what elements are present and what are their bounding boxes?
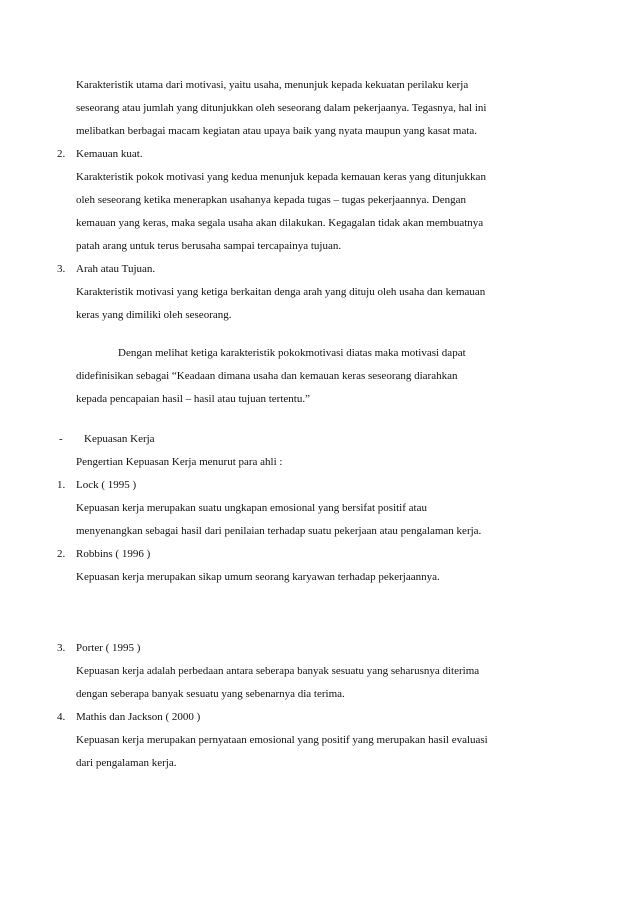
list-number: 3. <box>57 642 66 654</box>
text-line: Dengan melihat ketiga karakteristik pokokmotivasi diatas maka motivasi dapat <box>118 347 466 359</box>
text-line: Karakteristik pokok motivasi yang kedua menunjuk kepada kemauan keras yang ditunjukkan <box>76 171 486 183</box>
list-number: 4. <box>57 711 66 723</box>
list-item-heading: Kemauan kuat. <box>76 148 143 160</box>
list-item-heading: Mathis dan Jackson ( 2000 ) <box>76 711 201 723</box>
text-line: menyenangkan sebagai hasil dari penilaian terhadap suatu pekerjaan atau pengalaman kerja. <box>76 525 482 537</box>
text-line: patah arang untuk terus berusaha sampai tercapainya tujuan. <box>76 240 342 252</box>
text-line: Kepuasan kerja merupakan suatu ungkapan emosional yang bersifat positif atau <box>76 502 427 514</box>
text-line: Kepuasan kerja adalah perbedaan antara seberapa banyak sesuatu yang seharusnya diterima <box>76 665 480 677</box>
text-line: Karakteristik utama dari motivasi, yaitu usaha, menunjuk kepada kekuatan perilaku kerja <box>76 79 469 91</box>
text-line: Kepuasan kerja merupakan sikap umum seorang karyawan terhadap pekerjaannya. <box>76 571 440 583</box>
text-line: kemauan yang keras, maka segala usaha akan dilakukan. Kegagalan tidak akan membuatnya <box>76 217 484 229</box>
list-item-heading: Lock ( 1995 ) <box>76 479 137 491</box>
bullet-dash: - <box>59 433 63 445</box>
text-line: Pengertian Kepuasan Kerja menurut para ahli : <box>76 456 283 468</box>
list-item-heading: Porter ( 1995 ) <box>76 642 141 654</box>
text-line: didefinisikan sebagai “Keadaan dimana usaha dan kemauan keras seseorang diarahkan <box>76 370 458 382</box>
text-line: dengan seberapa banyak sesuatu yang sebenarnya dia terima. <box>76 688 345 700</box>
text-line: Kepuasan kerja merupakan pernyataan emosional yang positif yang merupakan hasil evaluasi <box>76 734 488 746</box>
section-heading: Kepuasan Kerja <box>84 433 155 445</box>
text-line: dari pengalaman kerja. <box>76 757 177 769</box>
text-line: Karakteristik motivasi yang ketiga berkaitan denga arah yang dituju oleh usaha dan kemauan <box>76 286 486 298</box>
list-number: 3. <box>57 263 66 275</box>
text-line: oleh seseorang ketika menerapkan usahanya kepada tugas – tugas pekerjaannya. Dengan <box>76 194 467 206</box>
list-number: 2. <box>57 548 66 560</box>
list-item-heading: Arah atau Tujuan. <box>76 263 156 275</box>
text-line: melibatkan berbagai macam kegiatan atau upaya baik yang nyata maupun yang kasat mata. <box>76 125 478 137</box>
text-line: kepada pencapaian hasil – hasil atau tujuan tertentu.” <box>76 393 310 405</box>
text-line: seseorang atau jumlah yang ditunjukkan oleh seseorang dalam pekerjaanya. Tegasnya, hal ini <box>76 102 487 114</box>
list-number: 2. <box>57 148 66 160</box>
list-item-heading: Robbins ( 1996 ) <box>76 548 151 560</box>
text-line: keras yang dimiliki oleh seseorang. <box>76 309 232 321</box>
list-number: 1. <box>57 479 66 491</box>
